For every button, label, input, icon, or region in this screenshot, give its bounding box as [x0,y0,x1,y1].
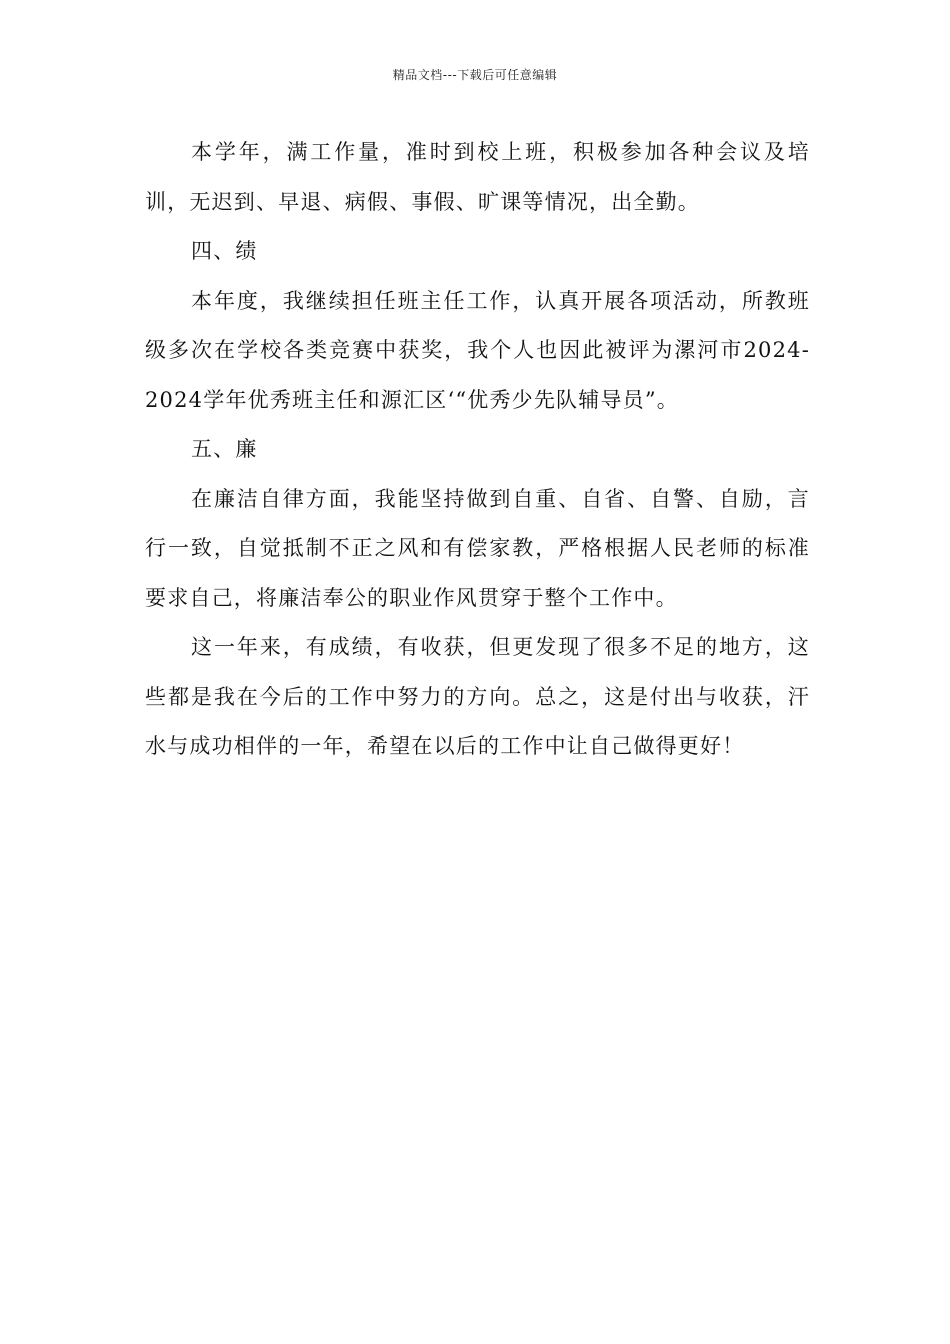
paragraph-conclusion: 这一年来，有成绩，有收获，但更发现了很多不足的地方，这些都是我在今后的工作中努力的方向。总之，这是付出与收获，汗水与成功相伴的一年，希望在以后的工作中让自己做得更好！ [145,635,810,758]
paragraph-integrity: 在廉洁自律方面，我能坚持做到自重、自省、自警、自励，言行一致，自觉抵制不正之风和有偿家教，严格根据人民老师的标准要求自己，将廉洁奉公的职业作风贯穿于整个工作中。 [145,486,810,610]
section-heading-achievement: 四、绩 [191,239,258,263]
paragraph-attendance: 本学年，满工作量，准时到校上班，积极参加各种会议及培训，无迟到、早退、病假、事假、旷课等情况，出全勤。 [145,140,810,214]
document-body [145,128,810,772]
page-header: 精品文档---下载后可任意编辑 [392,68,558,82]
paragraph-achievement: 本年度，我继续担任班主任工作，认真开展各项活动，所教班级多次在学校各类竞赛中获奖，我个人也因此被评为漯河市2024-2024学年优秀班主任和源汇区‘“优秀少先队辅导员”。 [145,288,810,412]
section-heading-integrity: 五、廉 [191,437,258,461]
